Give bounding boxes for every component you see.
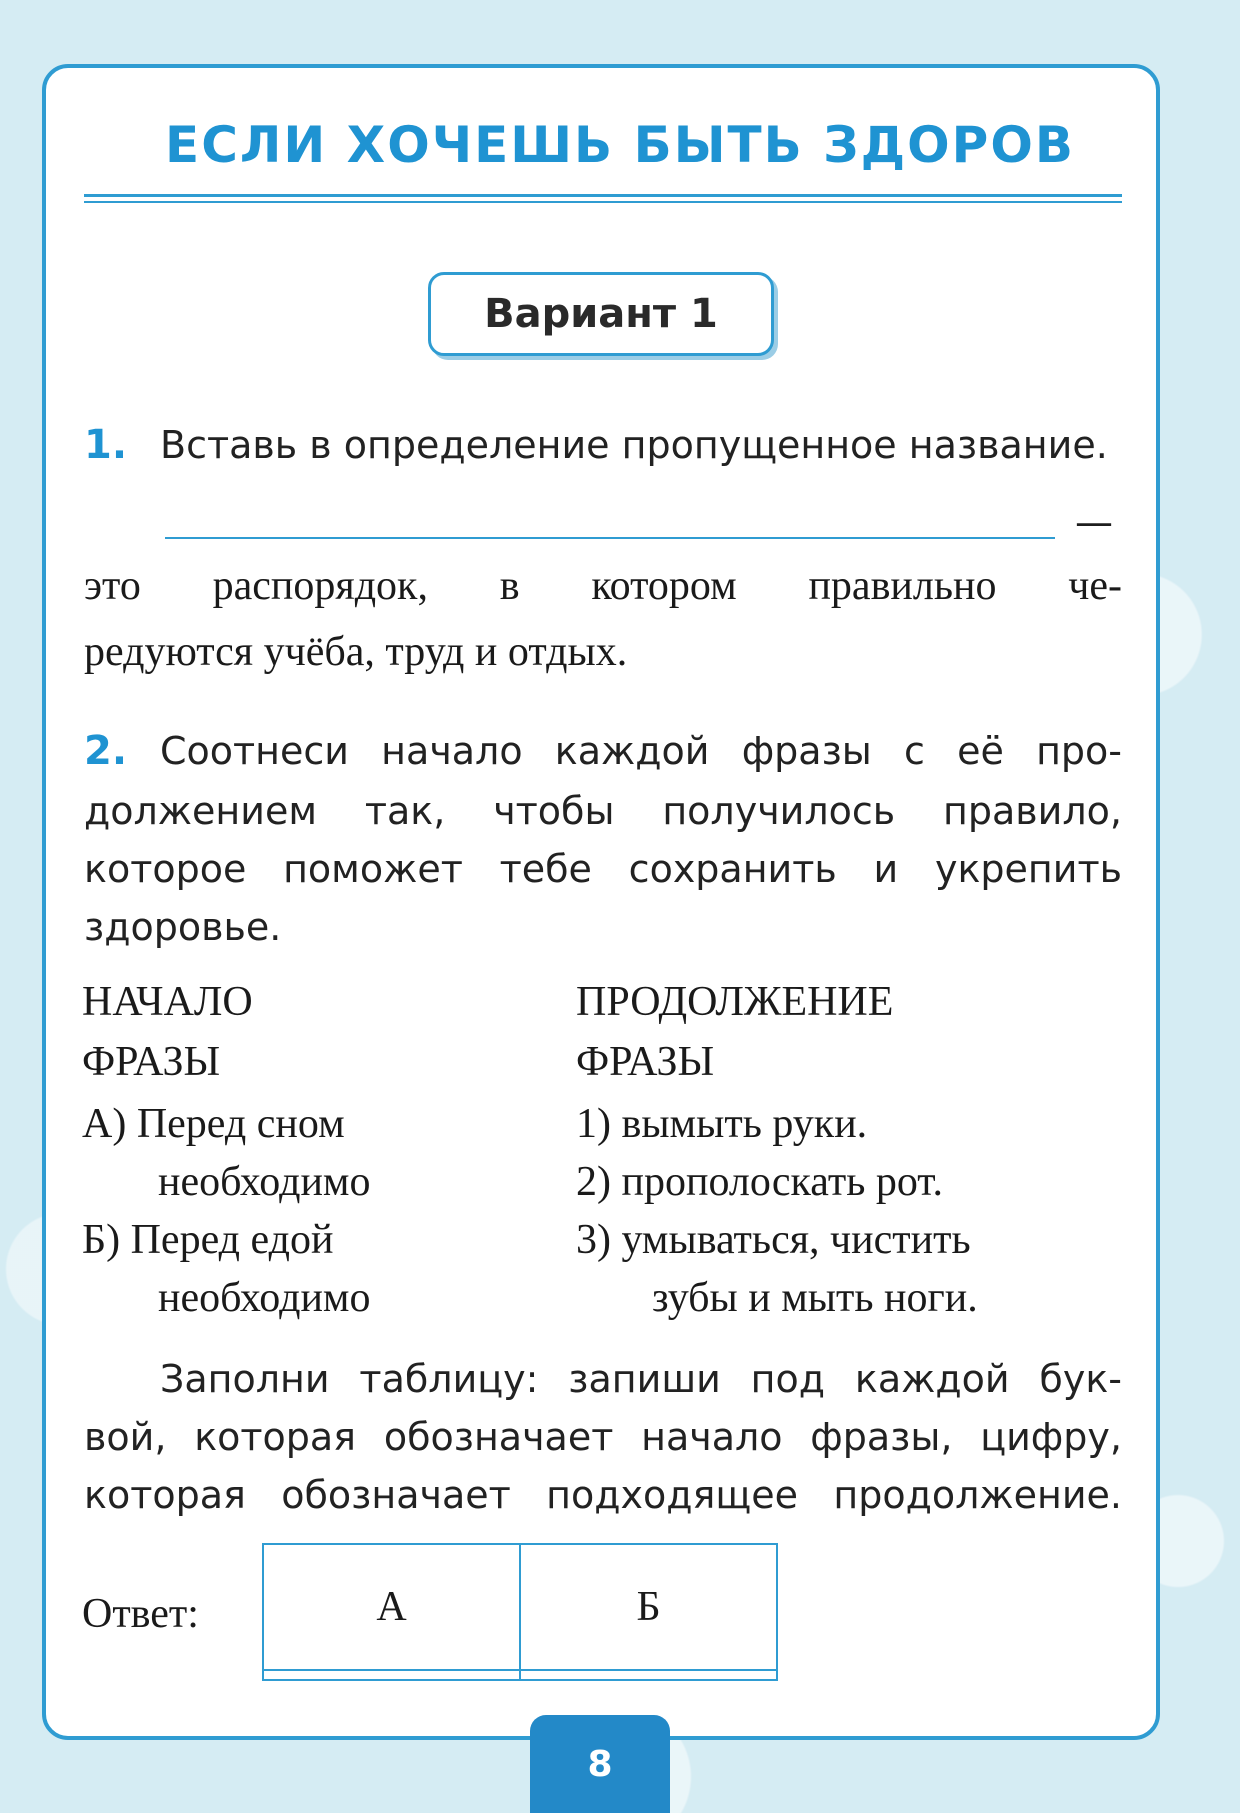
start-item-a-line2: необходимо bbox=[158, 1159, 371, 1205]
answer-header-a: А bbox=[263, 1544, 520, 1670]
end-item-1: 1) вымыть руки. bbox=[576, 1101, 868, 1147]
start-header-2: ФРАЗЫ bbox=[82, 1039, 221, 1085]
fill-instruction-line3: которая обозначает подходящее продолжение. bbox=[84, 1473, 1122, 1517]
variant-badge: Вариант 1 bbox=[428, 272, 774, 356]
end-item-3-line1: 3) умываться, чистить bbox=[576, 1217, 971, 1263]
fill-instruction-line1: Заполни таблицу: запиши под каждой бук- bbox=[160, 1357, 1122, 1401]
end-item-3-line2: зубы и мыть ноги. bbox=[652, 1275, 978, 1321]
end-header-1: ПРОДОЛЖЕНИЕ bbox=[576, 979, 894, 1025]
answer-cell-b[interactable] bbox=[520, 1670, 777, 1680]
task2-instruction-line3: которое поможет тебе сохранить и укрепить bbox=[84, 847, 1122, 891]
fill-instruction-line2: вой, которая обозначает начало фразы, цифру, bbox=[84, 1415, 1122, 1459]
page-title: ЕСЛИ ХОЧЕШЬ БЫТЬ ЗДОРОВ bbox=[165, 116, 1075, 174]
end-header-2: ФРАЗЫ bbox=[576, 1039, 715, 1085]
task1-definition-line1: это распорядок, в котором правильно че- bbox=[84, 563, 1122, 609]
task1-number: 1. bbox=[84, 422, 128, 468]
task1-answer-line[interactable] bbox=[165, 537, 1055, 539]
task2-instruction-line4: здоровье. bbox=[84, 905, 282, 949]
start-header-1: НАЧАЛО bbox=[82, 979, 253, 1025]
answer-cell-a[interactable] bbox=[263, 1670, 520, 1680]
answer-header-b: Б bbox=[520, 1544, 777, 1670]
start-item-a-line1: А) Перед сном bbox=[82, 1101, 345, 1147]
title-underline bbox=[84, 194, 1122, 197]
title-underline-thin bbox=[84, 201, 1122, 203]
page-number: 8 bbox=[530, 1715, 670, 1813]
task1-instruction: Вставь в определение пропущенное название. bbox=[160, 423, 1108, 467]
answer-table bbox=[262, 1543, 778, 1681]
task1-dash: — bbox=[1075, 500, 1113, 544]
end-item-2: 2) прополоскать рот. bbox=[576, 1159, 944, 1205]
start-item-b-line1: Б) Перед едой bbox=[82, 1217, 334, 1263]
start-item-b-line2: необходимо bbox=[158, 1275, 371, 1321]
task2-number: 2. bbox=[84, 728, 128, 774]
answer-label: Ответ: bbox=[82, 1591, 199, 1637]
task1-definition-line2: редуются учёба, труд и отдых. bbox=[84, 629, 628, 675]
task2-instruction-line2: должением так, чтобы получилось правило, bbox=[84, 789, 1122, 833]
task2-instruction-line1: Соотнеси начало каждой фразы с её про- bbox=[160, 729, 1122, 773]
